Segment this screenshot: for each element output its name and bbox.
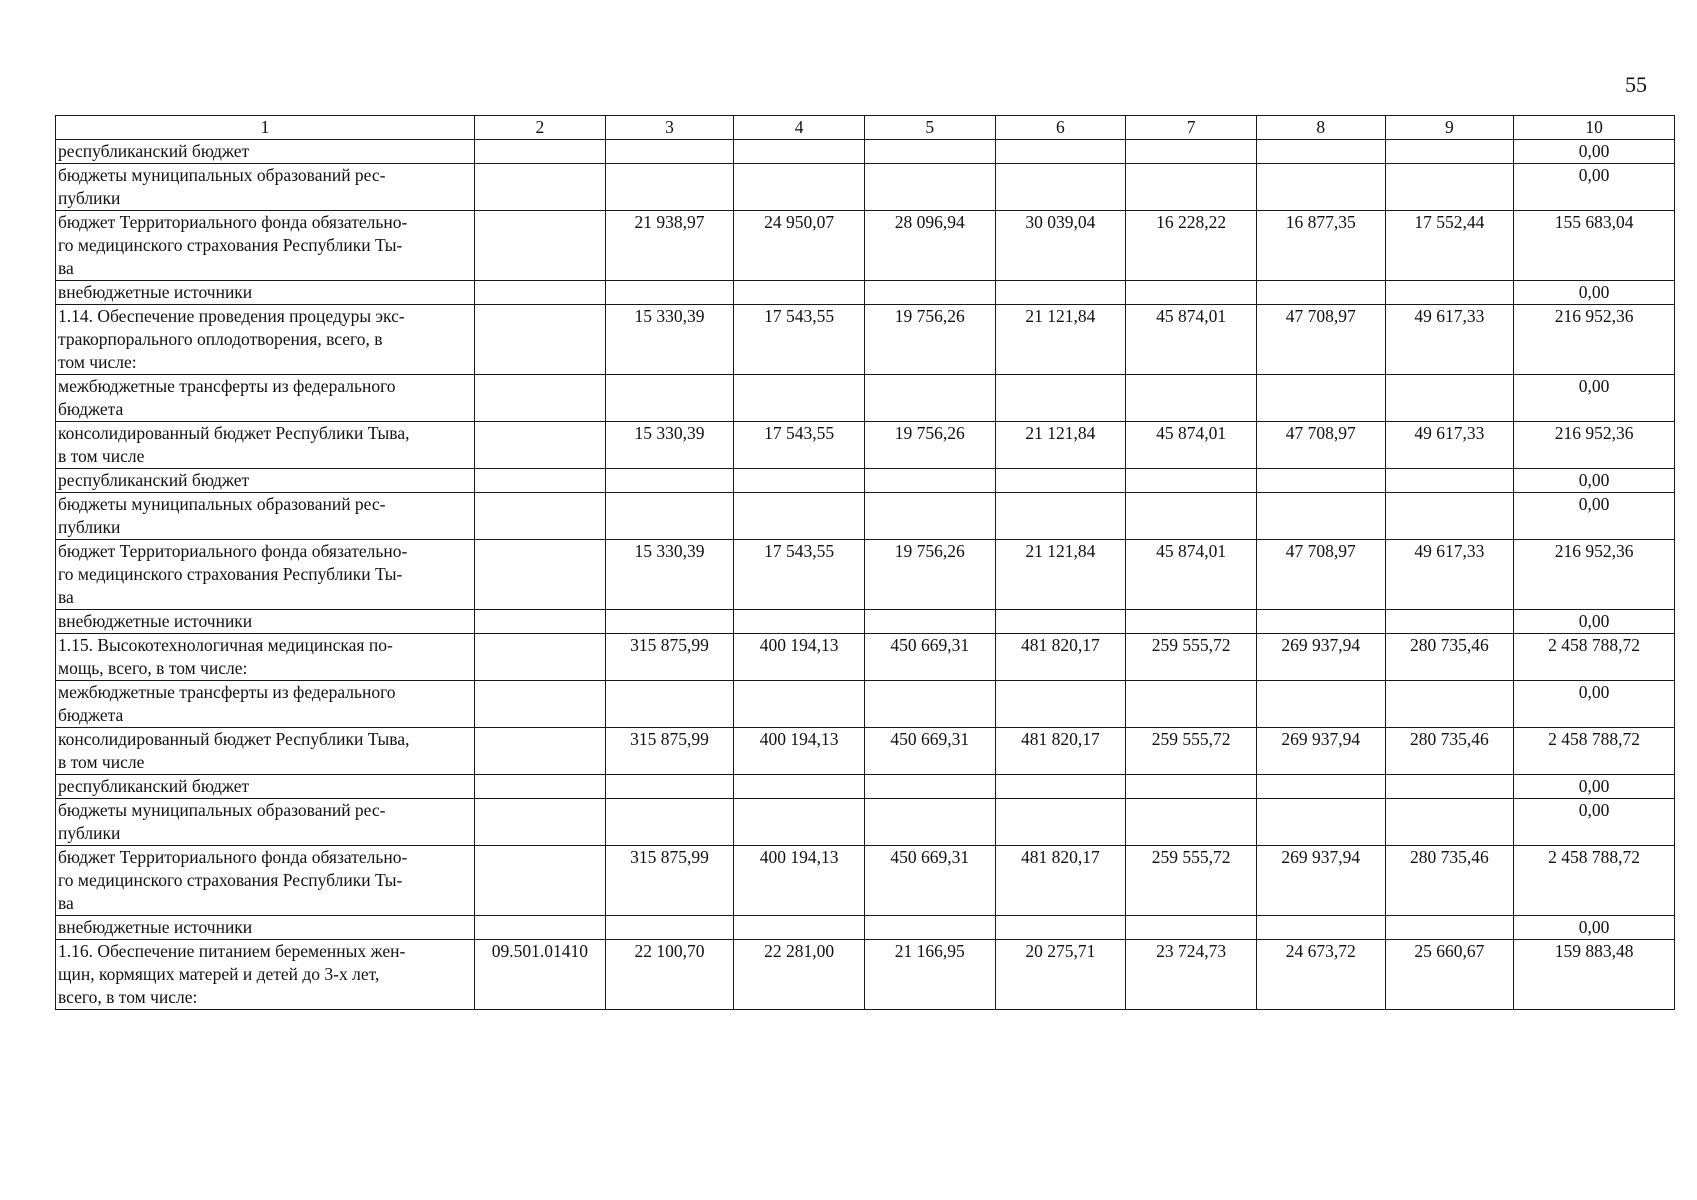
value-cell-col-9	[1385, 469, 1514, 493]
row-description: консолидированный бюджет Республики Тыва, в том числе	[56, 422, 475, 469]
value-cell-col-3	[605, 493, 734, 540]
value-cell-col-7	[1126, 916, 1257, 940]
table-body	[56, 140, 1675, 1010]
value-cell-col-10: 2 458 788,72	[1514, 728, 1675, 775]
value-cell-col-3	[605, 281, 734, 305]
table-row	[56, 610, 1675, 634]
value-cell-col-5	[864, 799, 995, 846]
value-cell-col-4	[734, 281, 865, 305]
value-cell-col-9: 17 552,44	[1385, 211, 1514, 281]
value-cell-col-8	[1256, 610, 1385, 634]
value-cell-col-10: 0,00	[1514, 775, 1675, 799]
column-header-6: 6	[995, 116, 1126, 140]
value-cell-col-7	[1126, 281, 1257, 305]
value-cell-col-3: 15 330,39	[605, 422, 734, 469]
row-description: внебюджетные источники	[56, 281, 475, 305]
value-cell-col-4	[734, 375, 865, 422]
value-cell-col-10: 0,00	[1514, 164, 1675, 211]
value-cell-col-6	[995, 681, 1126, 728]
value-cell-col-10: 216 952,36	[1514, 540, 1675, 610]
column-header-5: 5	[864, 116, 995, 140]
value-cell-col-6: 21 121,84	[995, 305, 1126, 375]
value-cell-col-9	[1385, 799, 1514, 846]
row-description: консолидированный бюджет Республики Тыва, в том числе	[56, 728, 475, 775]
value-cell-col-5	[864, 164, 995, 211]
row-description: бюджет Территориального фонда обязательно- го медицинского страхования Республики Ты- ва	[56, 211, 475, 281]
value-cell-col-10: 2 458 788,72	[1514, 846, 1675, 916]
value-cell-col-5: 28 096,94	[864, 211, 995, 281]
value-cell-col-3: 22 100,70	[605, 940, 734, 1010]
value-cell-col-3: 315 875,99	[605, 634, 734, 681]
table-row	[56, 540, 1675, 610]
table-row	[56, 281, 1675, 305]
budget-code-cell	[475, 540, 606, 610]
value-cell-col-5: 450 669,31	[864, 846, 995, 916]
value-cell-col-3: 15 330,39	[605, 540, 734, 610]
value-cell-col-6	[995, 610, 1126, 634]
value-cell-col-4: 400 194,13	[734, 634, 865, 681]
value-cell-col-7	[1126, 469, 1257, 493]
budget-code-cell	[475, 281, 606, 305]
table-row	[56, 681, 1675, 728]
budget-code-cell	[475, 916, 606, 940]
value-cell-col-9: 25 660,67	[1385, 940, 1514, 1010]
budget-code-cell	[475, 422, 606, 469]
row-description: республиканский бюджет	[56, 469, 475, 493]
value-cell-col-6	[995, 799, 1126, 846]
row-description: межбюджетные трансферты из федерального бюджета	[56, 375, 475, 422]
value-cell-col-8: 269 937,94	[1256, 634, 1385, 681]
budget-code-cell	[475, 375, 606, 422]
value-cell-col-8: 269 937,94	[1256, 846, 1385, 916]
value-cell-col-4	[734, 775, 865, 799]
value-cell-col-5	[864, 493, 995, 540]
value-cell-col-6: 20 275,71	[995, 940, 1126, 1010]
value-cell-col-8	[1256, 164, 1385, 211]
value-cell-col-4	[734, 469, 865, 493]
value-cell-col-8	[1256, 681, 1385, 728]
value-cell-col-4	[734, 681, 865, 728]
value-cell-col-3: 21 938,97	[605, 211, 734, 281]
row-description: республиканский бюджет	[56, 775, 475, 799]
value-cell-col-4: 400 194,13	[734, 846, 865, 916]
row-description: бюджет Территориального фонда обязательно- го медицинского страхования Республики Ты- ва	[56, 540, 475, 610]
budget-code-cell	[475, 493, 606, 540]
value-cell-col-10: 0,00	[1514, 281, 1675, 305]
budget-code-cell	[475, 305, 606, 375]
value-cell-col-9	[1385, 140, 1514, 164]
value-cell-col-6: 21 121,84	[995, 540, 1126, 610]
row-description: бюджеты муниципальных образований рес- публики	[56, 799, 475, 846]
value-cell-col-10: 216 952,36	[1514, 422, 1675, 469]
value-cell-col-10: 2 458 788,72	[1514, 634, 1675, 681]
table-row	[56, 916, 1675, 940]
value-cell-col-4	[734, 164, 865, 211]
value-cell-col-3	[605, 916, 734, 940]
value-cell-col-4	[734, 916, 865, 940]
table-row	[56, 140, 1675, 164]
value-cell-col-10: 0,00	[1514, 610, 1675, 634]
value-cell-col-4: 17 543,55	[734, 422, 865, 469]
value-cell-col-3	[605, 681, 734, 728]
budget-code-cell	[475, 610, 606, 634]
table-row	[56, 375, 1675, 422]
value-cell-col-7: 45 874,01	[1126, 305, 1257, 375]
value-cell-col-8	[1256, 775, 1385, 799]
budget-code-cell	[475, 846, 606, 916]
value-cell-col-7: 259 555,72	[1126, 846, 1257, 916]
value-cell-col-7	[1126, 493, 1257, 540]
row-description: бюджеты муниципальных образований рес- публики	[56, 493, 475, 540]
row-description: бюджеты муниципальных образований рес- публики	[56, 164, 475, 211]
value-cell-col-5	[864, 681, 995, 728]
value-cell-col-5	[864, 469, 995, 493]
row-description: бюджет Территориального фонда обязательно- го медицинского страхования Республики Ты- ва	[56, 846, 475, 916]
value-cell-col-6	[995, 140, 1126, 164]
value-cell-col-8	[1256, 281, 1385, 305]
value-cell-col-5	[864, 775, 995, 799]
value-cell-col-3	[605, 140, 734, 164]
column-header-2: 2	[475, 116, 606, 140]
value-cell-col-5: 450 669,31	[864, 728, 995, 775]
value-cell-col-6: 30 039,04	[995, 211, 1126, 281]
value-cell-col-9: 49 617,33	[1385, 540, 1514, 610]
value-cell-col-4: 17 543,55	[734, 540, 865, 610]
value-cell-col-10: 0,00	[1514, 493, 1675, 540]
value-cell-col-3: 315 875,99	[605, 846, 734, 916]
value-cell-col-8: 47 708,97	[1256, 305, 1385, 375]
value-cell-col-9: 280 735,46	[1385, 728, 1514, 775]
value-cell-col-9	[1385, 681, 1514, 728]
value-cell-col-4: 22 281,00	[734, 940, 865, 1010]
value-cell-col-10: 0,00	[1514, 916, 1675, 940]
row-description: 1.16. Обеспечение питанием беременных жен- щин, кормящих матерей и детей до 3-х лет, всего, в том числе:	[56, 940, 475, 1010]
column-header-3: 3	[605, 116, 734, 140]
value-cell-col-6: 481 820,17	[995, 728, 1126, 775]
table-row	[56, 846, 1675, 916]
value-cell-col-7	[1126, 681, 1257, 728]
row-description: 1.15. Высокотехнологичная медицинская по- мощь, всего, в том числе:	[56, 634, 475, 681]
budget-code-cell	[475, 211, 606, 281]
row-description: республиканский бюджет	[56, 140, 475, 164]
value-cell-col-9	[1385, 916, 1514, 940]
row-description: внебюджетные источники	[56, 916, 475, 940]
column-header-1: 1	[56, 116, 475, 140]
value-cell-col-10: 159 883,48	[1514, 940, 1675, 1010]
budget-table	[55, 115, 1675, 1010]
value-cell-col-5: 450 669,31	[864, 634, 995, 681]
table-row	[56, 422, 1675, 469]
value-cell-col-9: 280 735,46	[1385, 634, 1514, 681]
value-cell-col-5	[864, 281, 995, 305]
table-row	[56, 799, 1675, 846]
value-cell-col-6	[995, 916, 1126, 940]
value-cell-col-7: 259 555,72	[1126, 728, 1257, 775]
row-description: внебюджетные источники	[56, 610, 475, 634]
table-row	[56, 164, 1675, 211]
value-cell-col-7	[1126, 375, 1257, 422]
value-cell-col-6	[995, 493, 1126, 540]
column-header-8: 8	[1256, 116, 1385, 140]
column-header-10: 10	[1514, 116, 1675, 140]
value-cell-col-4	[734, 493, 865, 540]
value-cell-col-5: 19 756,26	[864, 422, 995, 469]
page-number: 55	[1625, 72, 1647, 97]
value-cell-col-6: 481 820,17	[995, 846, 1126, 916]
value-cell-col-3	[605, 375, 734, 422]
value-cell-col-7: 45 874,01	[1126, 540, 1257, 610]
table-row	[56, 305, 1675, 375]
table-row	[56, 469, 1675, 493]
value-cell-col-10: 0,00	[1514, 469, 1675, 493]
budget-code-cell	[475, 681, 606, 728]
value-cell-col-4: 17 543,55	[734, 305, 865, 375]
value-cell-col-9	[1385, 164, 1514, 211]
value-cell-col-5: 21 166,95	[864, 940, 995, 1010]
value-cell-col-4	[734, 610, 865, 634]
value-cell-col-3	[605, 610, 734, 634]
table-row	[56, 728, 1675, 775]
value-cell-col-7	[1126, 799, 1257, 846]
value-cell-col-3	[605, 164, 734, 211]
value-cell-col-4: 24 950,07	[734, 211, 865, 281]
value-cell-col-4: 400 194,13	[734, 728, 865, 775]
value-cell-col-8	[1256, 140, 1385, 164]
value-cell-col-7: 259 555,72	[1126, 634, 1257, 681]
value-cell-col-3: 15 330,39	[605, 305, 734, 375]
value-cell-col-9	[1385, 493, 1514, 540]
value-cell-col-8	[1256, 469, 1385, 493]
value-cell-col-6	[995, 164, 1126, 211]
column-header-7: 7	[1126, 116, 1257, 140]
value-cell-col-3	[605, 469, 734, 493]
value-cell-col-9	[1385, 610, 1514, 634]
value-cell-col-10: 0,00	[1514, 799, 1675, 846]
value-cell-col-6	[995, 469, 1126, 493]
budget-code-cell	[475, 799, 606, 846]
value-cell-col-4	[734, 799, 865, 846]
value-cell-col-7: 45 874,01	[1126, 422, 1257, 469]
table-row	[56, 493, 1675, 540]
column-header-4: 4	[734, 116, 865, 140]
value-cell-col-8: 269 937,94	[1256, 728, 1385, 775]
value-cell-col-8: 47 708,97	[1256, 422, 1385, 469]
table-row	[56, 940, 1675, 1010]
row-description: межбюджетные трансферты из федерального бюджета	[56, 681, 475, 728]
value-cell-col-6	[995, 281, 1126, 305]
value-cell-col-8: 16 877,35	[1256, 211, 1385, 281]
value-cell-col-7	[1126, 610, 1257, 634]
value-cell-col-5: 19 756,26	[864, 305, 995, 375]
value-cell-col-10: 0,00	[1514, 681, 1675, 728]
budget-code-cell: 09.501.01410	[475, 940, 606, 1010]
budget-code-cell	[475, 140, 606, 164]
value-cell-col-8: 24 673,72	[1256, 940, 1385, 1010]
value-cell-col-5	[864, 375, 995, 422]
budget-code-cell	[475, 164, 606, 211]
value-cell-col-10: 0,00	[1514, 375, 1675, 422]
table-row	[56, 775, 1675, 799]
value-cell-col-8	[1256, 799, 1385, 846]
table-row	[56, 211, 1675, 281]
value-cell-col-9: 49 617,33	[1385, 422, 1514, 469]
value-cell-col-8	[1256, 916, 1385, 940]
value-cell-col-6: 21 121,84	[995, 422, 1126, 469]
value-cell-col-6: 481 820,17	[995, 634, 1126, 681]
column-header-9: 9	[1385, 116, 1514, 140]
row-description: 1.14. Обеспечение проведения процедуры экс- тракорпорального оплодотворения, всего, в том числе:	[56, 305, 475, 375]
value-cell-col-5	[864, 916, 995, 940]
value-cell-col-9: 49 617,33	[1385, 305, 1514, 375]
value-cell-col-7	[1126, 775, 1257, 799]
value-cell-col-7: 16 228,22	[1126, 211, 1257, 281]
value-cell-col-9: 280 735,46	[1385, 846, 1514, 916]
value-cell-col-8	[1256, 493, 1385, 540]
value-cell-col-10: 155 683,04	[1514, 211, 1675, 281]
value-cell-col-8: 47 708,97	[1256, 540, 1385, 610]
value-cell-col-7	[1126, 140, 1257, 164]
column-number-row	[56, 116, 1675, 140]
value-cell-col-10: 216 952,36	[1514, 305, 1675, 375]
value-cell-col-7: 23 724,73	[1126, 940, 1257, 1010]
table-row	[56, 634, 1675, 681]
value-cell-col-8	[1256, 375, 1385, 422]
value-cell-col-3: 315 875,99	[605, 728, 734, 775]
value-cell-col-9	[1385, 375, 1514, 422]
value-cell-col-6	[995, 375, 1126, 422]
budget-code-cell	[475, 775, 606, 799]
value-cell-col-3	[605, 775, 734, 799]
value-cell-col-10: 0,00	[1514, 140, 1675, 164]
value-cell-col-9	[1385, 281, 1514, 305]
value-cell-col-5	[864, 140, 995, 164]
budget-code-cell	[475, 728, 606, 775]
value-cell-col-7	[1126, 164, 1257, 211]
budget-code-cell	[475, 469, 606, 493]
value-cell-col-4	[734, 140, 865, 164]
value-cell-col-5: 19 756,26	[864, 540, 995, 610]
value-cell-col-5	[864, 610, 995, 634]
value-cell-col-9	[1385, 775, 1514, 799]
budget-code-cell	[475, 634, 606, 681]
value-cell-col-6	[995, 775, 1126, 799]
value-cell-col-3	[605, 799, 734, 846]
